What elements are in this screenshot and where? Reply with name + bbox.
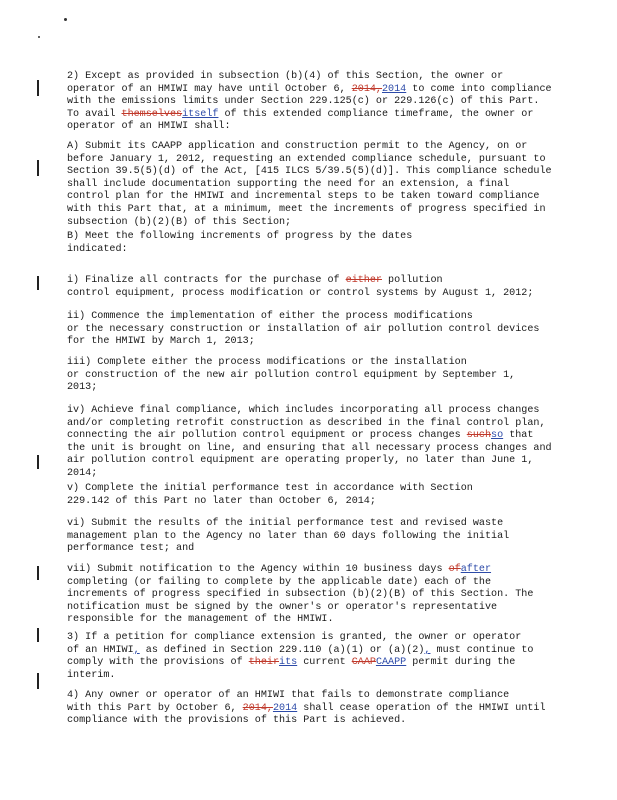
- paragraph-iii: [67, 357, 577, 395]
- paragraph-v: [67, 483, 577, 508]
- text-run: the unit is brought on line, and ensuring that all necessary process changes and: [67, 442, 552, 454]
- text-line: [67, 690, 577, 703]
- text-run: subsection (b)(2)(B) of this Section;: [67, 216, 292, 228]
- change-bar: [37, 673, 39, 689]
- text-line: [67, 324, 577, 337]
- text-run: shall include documentation supporting the need for an extension, a final: [67, 178, 510, 190]
- text-run: management plan to the Agency no later than 60 days following the initial: [67, 530, 510, 542]
- text-run: of an HMIWI: [67, 644, 134, 656]
- struck-text: such: [466, 430, 492, 442]
- paragraph-vii: [67, 564, 577, 627]
- text-run: pollution: [381, 275, 443, 286]
- text-line: [67, 179, 577, 192]
- inserted-text: so: [491, 430, 504, 442]
- struck-text: either: [345, 275, 382, 286]
- change-bar: [37, 160, 39, 176]
- text-run: 4) Any owner or operator of an HMIWI that fails to demonstrate compliance: [67, 690, 510, 701]
- text-run: shall cease operation of the HMIWI until: [297, 702, 546, 714]
- text-line: [67, 418, 577, 431]
- paragraph-vi: [67, 518, 577, 556]
- text-run: To avail: [67, 108, 122, 120]
- text-line: [67, 614, 577, 627]
- inserted-text: ,: [133, 644, 140, 656]
- text-line: [67, 217, 577, 230]
- text-run: as defined in Section 229.110 (a)(1) or (a)(2): [139, 644, 425, 656]
- change-bar: [37, 276, 39, 290]
- text-run: before January 1, 2012, requesting an extended compliance schedule, pursuant to: [67, 153, 546, 165]
- paragraph-i: [67, 275, 577, 300]
- text-run: 229.142 of this Part no later than October 6, 2014;: [67, 495, 376, 507]
- paragraph-A: [67, 141, 577, 229]
- text-line: [67, 405, 577, 418]
- text-line: [67, 84, 577, 97]
- text-run: or construction of the new air pollution control equipment by September 1,: [67, 369, 516, 381]
- text-run: i) Finalize all contracts for the purchase of: [67, 275, 346, 286]
- text-line: [67, 483, 577, 496]
- text-line: [67, 496, 577, 509]
- text-run: indicated:: [67, 243, 128, 255]
- text-line: [67, 154, 577, 167]
- text-line: [67, 531, 577, 544]
- text-line: [67, 543, 577, 556]
- text-line: [67, 357, 577, 370]
- change-bar: [37, 455, 39, 469]
- text-run: B) Meet the following increments of progress by the dates: [67, 231, 413, 242]
- text-line: [67, 589, 577, 602]
- text-run: with this Part by October 6,: [67, 702, 243, 714]
- text-run: must continue to: [430, 644, 534, 656]
- text-line: [67, 71, 577, 84]
- text-run: A) Submit its CAAPP application and construction permit to the Agency, on or: [67, 141, 528, 152]
- text-run: increments of progress specified in subsection (b)(2)(B) of this Section. The: [67, 589, 534, 601]
- text-line: [67, 231, 577, 244]
- text-run: vii) Submit notification to the Agency within 10 business days: [67, 564, 449, 575]
- text-run: v) Complete the initial performance test in accordance with Section: [67, 483, 473, 494]
- text-line: [67, 288, 577, 301]
- paragraph-3: [67, 632, 577, 682]
- struck-text: of: [448, 564, 461, 575]
- paragraph-2: [67, 71, 577, 134]
- change-bar: [37, 628, 39, 642]
- text-run: 2) Except as provided in subsection (b)(4) of this Section, the owner or: [67, 71, 504, 82]
- text-line: [67, 455, 577, 468]
- text-line: [67, 645, 577, 658]
- text-line: [67, 715, 577, 728]
- text-run: that: [503, 430, 534, 442]
- text-run: to come into compliance: [406, 83, 552, 95]
- inserted-text: 2014: [272, 702, 298, 714]
- text-run: current: [297, 657, 352, 669]
- text-line: [67, 657, 577, 670]
- text-line: [67, 443, 577, 456]
- text-line: [67, 468, 577, 481]
- text-line: [67, 577, 577, 590]
- text-line: [67, 670, 577, 683]
- text-line: [67, 564, 577, 577]
- inserted-text: its: [279, 657, 298, 669]
- text-run: permit during the: [406, 657, 516, 669]
- text-line: [67, 518, 577, 531]
- text-line: [67, 191, 577, 204]
- struck-text: CAAP: [351, 657, 376, 669]
- text-run: control plan for the HMIWI and incremental steps to be taken toward compliance: [67, 191, 540, 203]
- text-line: [67, 430, 577, 443]
- text-run: performance test; and: [67, 543, 195, 555]
- text-line: [67, 121, 577, 134]
- text-line: [67, 311, 577, 324]
- text-run: 3) If a petition for compliance extension is granted, the owner or operator: [67, 632, 522, 643]
- text-run: air pollution control equipment are operating properly, no later than June 1,: [67, 455, 534, 467]
- text-line: [67, 244, 577, 257]
- text-run: and/or completing retrofit construction as described in the final control plan,: [67, 417, 546, 429]
- change-bar: [37, 80, 39, 96]
- text-run: operator of an HMIWI shall:: [67, 121, 231, 133]
- text-line: [67, 632, 577, 645]
- text-run: connecting the air pollution control equipment or process changes: [67, 430, 467, 442]
- text-run: iii) Complete either the process modifications or the installation: [67, 357, 467, 368]
- scan-speck: [38, 36, 40, 38]
- text-line: [67, 382, 577, 395]
- text-run: of this extended compliance timeframe, the owner or: [218, 108, 534, 120]
- text-run: with this Part that, at a minimum, meet the increments of progress specified in: [67, 203, 546, 215]
- text-line: [67, 370, 577, 383]
- text-run: operator of an HMIWI may have until October 6,: [67, 83, 352, 95]
- text-run: Section 39.5(5)(d) of the Act, [415 ILCS 5/39.5(5)(d)]. This compliance schedule: [67, 166, 552, 178]
- inserted-text: 2014: [382, 83, 407, 95]
- text-line: [67, 336, 577, 349]
- text-run: comply with the provisions of: [67, 657, 249, 669]
- inserted-text: after: [460, 564, 492, 575]
- inserted-text: itself: [182, 108, 219, 120]
- scan-speck: [64, 18, 67, 21]
- text-run: vi) Submit the results of the initial performance test and revised waste: [67, 518, 504, 529]
- paragraph-ii: [67, 311, 577, 349]
- paragraph-iv: [67, 405, 577, 481]
- text-run: compliance with the provisions of this Part is achieved.: [67, 715, 407, 727]
- text-run: responsible for the management of the HMIWI.: [67, 614, 334, 626]
- text-line: [67, 109, 577, 122]
- text-run: with the emissions limits under Section 229.125(c) or 229.126(c) of this Part.: [67, 96, 540, 108]
- text-run: notification must be signed by the owner's or operator's representative: [67, 601, 498, 613]
- paragraph-4: [67, 690, 577, 728]
- paragraph-B: [67, 231, 577, 256]
- struck-text: 2014,: [351, 83, 382, 95]
- struck-text: their: [248, 657, 280, 669]
- struck-text: themselves: [121, 108, 183, 120]
- text-line: [67, 96, 577, 109]
- text-run: completing (or failing to complete by the applicable date) each of the: [67, 576, 492, 588]
- struck-text: 2014,: [242, 702, 273, 714]
- text-run: iv) Achieve final compliance, which includes incorporating all process changes: [67, 405, 540, 416]
- text-line: [67, 703, 577, 716]
- text-run: ii) Commence the implementation of either the process modifications: [67, 311, 473, 322]
- text-run: control equipment, process modification or control systems by August 1, 2012;: [67, 287, 534, 299]
- change-bar: [37, 566, 39, 580]
- text-line: [67, 166, 577, 179]
- text-run: for the HMIWI by March 1, 2013;: [67, 336, 255, 348]
- text-line: [67, 275, 577, 288]
- text-run: or the necessary construction or installation of air pollution control devices: [67, 323, 540, 335]
- text-run: interim.: [67, 669, 116, 681]
- text-line: [67, 204, 577, 217]
- text-line: [67, 141, 577, 154]
- inserted-text: ,: [424, 644, 431, 656]
- text-run: 2014;: [67, 467, 98, 479]
- inserted-text: CAAPP: [375, 657, 407, 669]
- text-run: 2013;: [67, 382, 98, 394]
- text-line: [67, 602, 577, 615]
